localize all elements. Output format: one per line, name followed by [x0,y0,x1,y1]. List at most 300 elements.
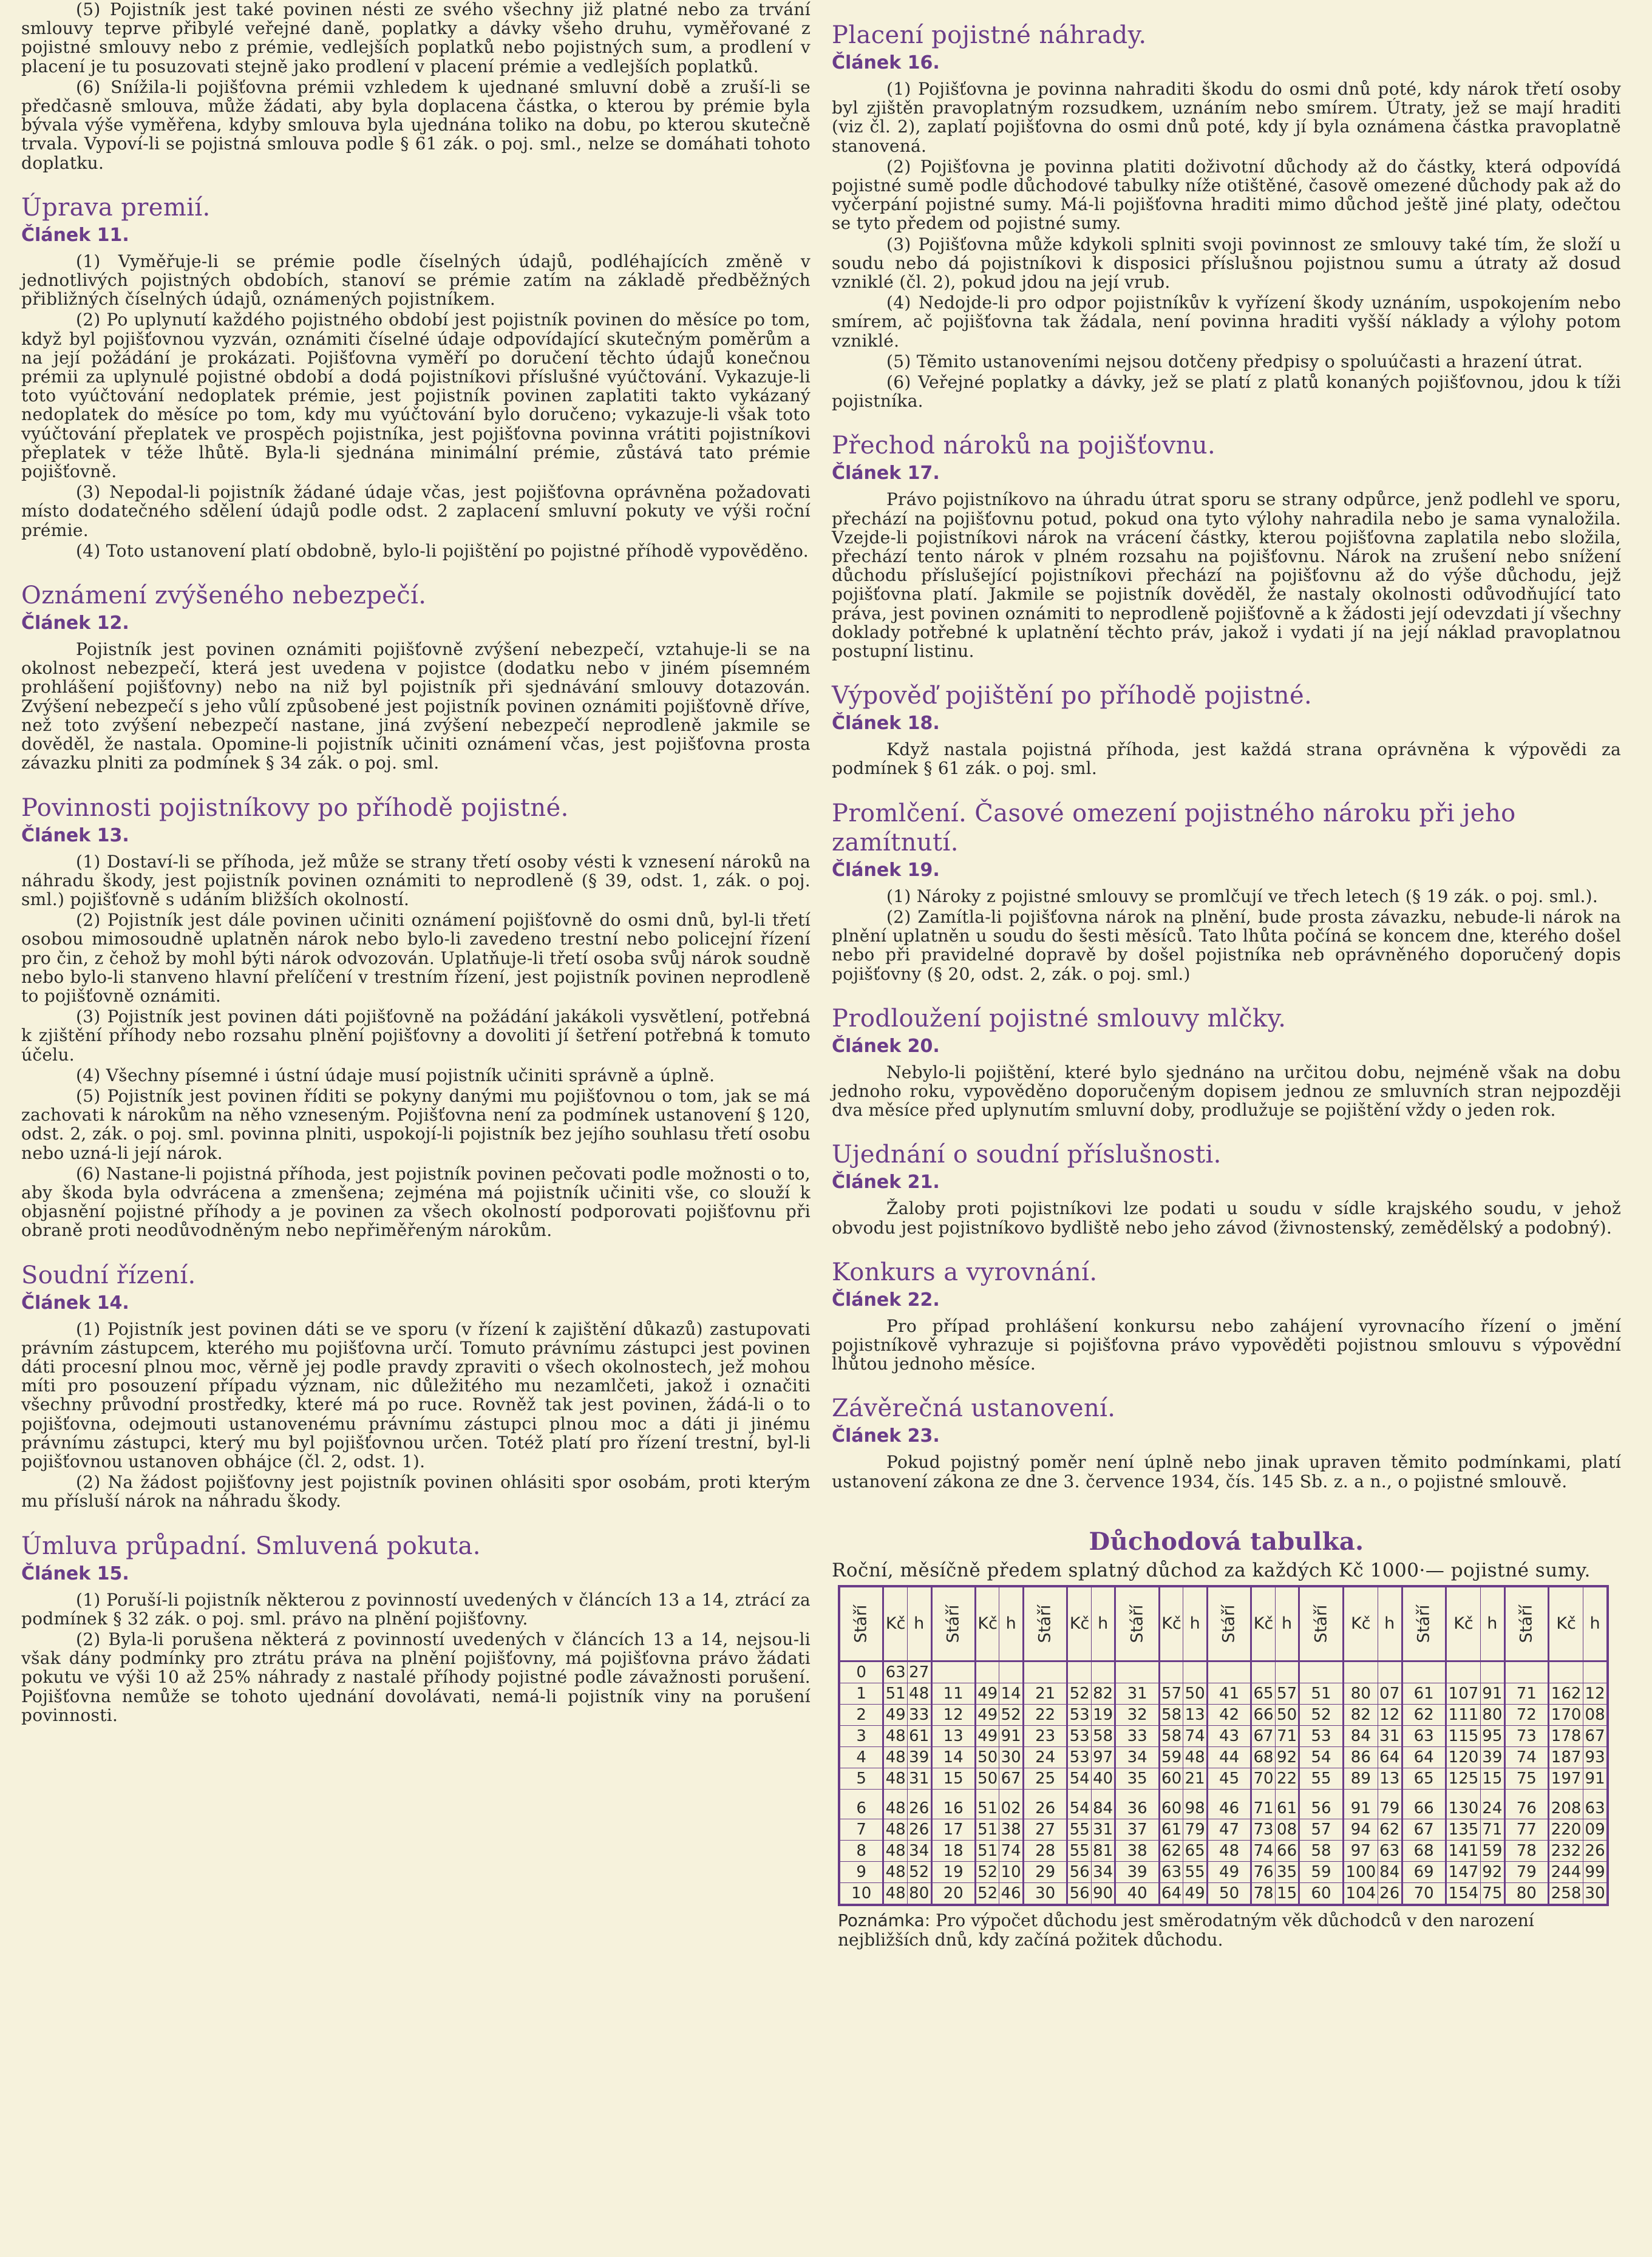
age-cell: 26 [1023,1789,1067,1819]
h-cell: 61 [907,1725,931,1746]
h-header: h [1275,1586,1299,1661]
age-cell [1115,1661,1159,1683]
kc-cell: 178 [1549,1725,1583,1746]
kc-cell: 89 [1343,1768,1378,1789]
kc-cell: 56 [1067,1882,1092,1905]
kc-cell: 104 [1343,1882,1378,1905]
paragraph: (1) Poruší-li pojistník některou z povinností uvedených v článcích 13 a 14, ztrácí za podmínek § 32 zák. o poj. sml. právo na plnění pojišťovny. [21,1589,811,1629]
kc-cell: 84 [1343,1725,1378,1746]
kc-cell [1159,1661,1183,1683]
section-title: Výpověď pojištění po příhodě pojistné. [832,682,1313,710]
h-cell: 50 [1275,1704,1299,1725]
h-cell [1275,1661,1299,1683]
kc-cell: 91 [1343,1789,1378,1819]
age-header-text: Stáří [1127,1604,1147,1643]
right-text [832,21,1621,1491]
paragraph: (4) Všechny písemné i ústní údaje musí pojistník učiniti správně a úplně. [76,1065,715,1085]
kc-cell: 58 [1159,1725,1183,1746]
kc-cell [1549,1661,1583,1683]
age-cell: 55 [1299,1768,1343,1789]
h-cell: 26 [1378,1882,1402,1905]
table-note [838,1911,1621,1950]
h-cell: 98 [1183,1789,1208,1819]
h-cell: 12 [1378,1704,1402,1725]
kc-cell: 125 [1446,1768,1480,1789]
h-cell: 80 [1481,1704,1505,1725]
h-cell: 26 [907,1819,931,1840]
age-header [1299,1586,1343,1661]
kc-cell: 107 [1446,1683,1480,1704]
age-cell: 51 [1299,1683,1343,1704]
h-cell: 93 [1583,1746,1608,1768]
kc-cell: 115 [1446,1725,1480,1746]
kc-cell: 67 [1251,1725,1276,1746]
age-cell: 68 [1402,1840,1446,1861]
age-header [1023,1586,1067,1661]
article-label: Článek 18. [832,713,940,735]
kc-cell: 60 [1159,1789,1183,1819]
kc-cell: 232 [1549,1840,1583,1861]
paragraph: (6) Nastane-li pojistná příhoda, jest pojistník povinen pečovati podle možnosti o to, aby škoda byla odvrácena a zmenšena; zejména má pojistník učiniti vše, co slouží k objasnění pojistné příhody a je povinen za všech okolností podporovati pojišťovnu při obraně proti neodůvodněným nebo nepřiměřeným nárokům. [21,1163,811,1241]
kc-cell: 220 [1549,1819,1583,1840]
h-cell: 92 [1275,1746,1299,1768]
age-cell: 15 [931,1768,975,1789]
age-header [1115,1586,1159,1661]
kc-cell: 64 [1159,1882,1183,1905]
age-cell: 72 [1504,1704,1548,1725]
paragraph: Žaloby proti pojistníkovi lze podati u soudu v sídle krajského soudu, v jehož obvodu jest pojistníkovo bydliště nebo jeho závod (živnostenský, zemědělský a podobný). [832,1198,1621,1238]
kc-header: Kč [883,1586,908,1661]
age-cell: 45 [1207,1768,1251,1789]
h-cell: 07 [1378,1683,1402,1704]
h-cell: 91 [1583,1768,1608,1789]
kc-cell: 61 [1159,1819,1183,1840]
age-cell: 78 [1504,1840,1548,1861]
kc-cell: 52 [1067,1683,1092,1704]
h-cell: 58 [1091,1725,1115,1746]
h-cell: 91 [1481,1683,1505,1704]
kc-cell: 244 [1549,1861,1583,1882]
kc-cell: 59 [1159,1746,1183,1768]
age-cell: 19 [931,1861,975,1882]
age-cell: 75 [1504,1768,1548,1789]
h-cell: 15 [1275,1882,1299,1905]
kc-header: Kč [1446,1586,1480,1661]
h-cell: 10 [999,1861,1024,1882]
h-cell: 48 [1183,1746,1208,1768]
h-cell: 55 [1183,1861,1208,1882]
h-cell: 26 [1583,1840,1608,1861]
age-cell: 61 [1402,1683,1446,1704]
kc-cell: 130 [1446,1789,1480,1819]
kc-cell: 51 [883,1683,908,1704]
age-cell: 70 [1402,1882,1446,1905]
h-cell [1481,1661,1505,1683]
kc-cell [1446,1661,1480,1683]
h-cell: 95 [1481,1725,1505,1746]
h-cell: 31 [1091,1819,1115,1840]
age-cell: 20 [931,1882,975,1905]
h-cell [1183,1661,1208,1683]
kc-cell: 71 [1251,1789,1276,1819]
h-cell: 52 [999,1704,1024,1725]
kc-cell [1067,1661,1092,1683]
age-cell: 63 [1402,1725,1446,1746]
age-cell: 6 [839,1789,883,1819]
age-header-text: Stáří [1219,1604,1239,1643]
paragraph: (2) Na žádost pojišťovny jest pojistník povinen ohlásiti spor osobám, proti kterým mu přísluší nárok na náhradu škody. [21,1472,811,1512]
age-cell: 34 [1115,1746,1159,1768]
kc-cell: 97 [1343,1840,1378,1861]
age-header [931,1586,975,1661]
h-cell: 15 [1481,1768,1505,1789]
h-cell: 99 [1583,1861,1608,1882]
paragraph: (5) Těmito ustanoveními nejsou dotčeny předpisy o spoluúčasti a hrazení útrat. [886,351,1583,372]
age-cell: 8 [839,1840,883,1861]
table-row [839,1768,1608,1789]
h-cell: 65 [1183,1840,1208,1861]
age-header-text: Stáří [1311,1604,1331,1643]
kc-cell: 56 [1067,1861,1092,1882]
paragraph: Když nastala pojistná příhoda, jest každá strana oprávněna k výpovědi za podmínek § 61 zák. o poj. sml. [832,739,1621,779]
paragraph: (2) Zamítla-li pojišťovna nárok na plnění, bude prosta závazku, nebude-li nárok na plnění uplatněn u soudu do šesti měsíců. Tato lhůta počíná se koncem dne, kterého došel nebo při pravidelné dopravě by došel pojistníka neb oprávněného doporučený dopis pojišťovny (§ 20, odst. 2, zák. o poj. sml.) [832,906,1621,984]
section-title: Úmluva průpadní. Smluvená pokuta. [21,1532,481,1560]
age-header [839,1586,883,1661]
section-title: Přechod nároků na pojišťovnu. [832,432,1216,460]
article-label: Článek 12. [21,613,129,634]
h-cell: 50 [1183,1683,1208,1704]
paragraph: (3) Pojišťovna může kdykoli splniti svoji povinnost ze smlouvy také tím, že složí u soudu nebo dá pojistníkovi k disposici příslušnou pojistnou sumu a útraty až dosud vzniklé (čl. 2), pokud jdou na její vrub. [832,234,1621,293]
age-header [1402,1586,1446,1661]
paragraph: (1) Pojistník jest povinen dáti se ve sporu (v řízení k zajištění důkazů) zastupovati právním zástupcem, kterého mu pojišťovna určí. Tomuto právnímu zástupci jest povinen dáti procesní plnou moc, věrně jej podle pravdy zpraviti o všech okolnostech, jež mohou míti pro posouzení případu význam, nic důležitého mu nezamlčeti, jakož i označiti všechny průvodní prostředky, které má po ruce. Rovněž tak jest povinen, žádá-li o to pojišťovna, odejmouti ustanovenému právnímu zástupci plnou moc a dáti ji jinému právnímu zástupci, který mu byl pojišťovnou určen. Totéž platí pro řízení trestní, byl-li pojišťovnou ustanoven obhájce (čl. 2, odst. 1). [21,1319,811,1471]
age-cell: 22 [1023,1704,1067,1725]
age-cell: 56 [1299,1789,1343,1819]
kc-cell: 53 [1067,1725,1092,1746]
kc-cell: 54 [1067,1789,1092,1819]
age-cell: 74 [1504,1746,1548,1768]
age-cell [931,1661,975,1683]
kc-cell: 49 [883,1704,908,1725]
h-cell: 12 [1583,1683,1608,1704]
kc-cell: 48 [883,1789,908,1819]
paragraph: (5) Pojistník jest také povinen nésti ze svého všechny již platné nebo za trvání smlouvy teprve přibylé veřejné daně, poplatky a dávky všeho druhu, vyměřované z pojistné smlouvy nebo z prémie, vedlejších poplatků nebo pojistných sum, a prodlení v placení je tu posuzovati stejně jako prodlení v placení prémie a vedlejších poplatků. [21,0,811,76]
kc-cell: 73 [1251,1819,1276,1840]
age-cell: 39 [1115,1861,1159,1882]
h-cell: 08 [1275,1819,1299,1840]
h-cell: 71 [1275,1725,1299,1746]
paragraph: (6) Snížila-li pojišťovna prémii vzhledem k ujednané smluvní době a zruší-li se předčasně smlouva, může žádati, aby byla doplacena částka, o kterou by prémie byla bývala výše vyměřena, kdyby smlouva byla ujednána toliko na dobu, po kterou skutečně trvala. Vypoví-li se pojistná smlouva podle § 61 zák. o poj. sml., nelze se domáhati tohoto doplatku. [21,76,811,173]
h-cell: 31 [1378,1725,1402,1746]
kc-cell: 55 [1067,1819,1092,1840]
article-label: Článek 13. [21,824,129,846]
h-cell: 30 [999,1746,1024,1768]
age-cell: 11 [931,1683,975,1704]
age-cell: 64 [1402,1746,1446,1768]
h-cell: 90 [1091,1882,1115,1905]
kc-cell: 74 [1251,1840,1276,1861]
kc-cell: 86 [1343,1746,1378,1768]
paragraph: Pro případ prohlášení konkursu nebo zahájení vyrovnacího řízení o jmění pojistníkově vyhrazuje si pojišťovna právo vypověděti pojistnou smlouvu s výpovědní lhůtou jednoho měsíce. [832,1315,1621,1374]
h-header: h [1183,1586,1208,1661]
h-cell: 34 [907,1840,931,1861]
kc-cell: 258 [1549,1882,1583,1905]
kc-cell: 50 [975,1746,999,1768]
kc-cell: 100 [1343,1861,1378,1882]
h-cell: 49 [1183,1882,1208,1905]
age-cell: 12 [931,1704,975,1725]
kc-cell: 48 [883,1840,908,1861]
h-cell: 74 [1183,1725,1208,1746]
annuity-table-block [832,1527,1621,1950]
paragraph: (4) Nedojde-li pro odpor pojistníkův k vyřízení škody uznáním, uspokojením nebo smírem, ač pojišťovna tak žádala, není povinna hraditi vyšší náklady a výlohy potom vzniklé. [832,293,1621,351]
age-cell: 42 [1207,1704,1251,1725]
paragraph: (4) Toto ustanovení platí obdobně, bylo-li pojištění po pojistné příhodě vypověděno. [76,540,809,561]
table-subtitle: Roční, měsíčně předem splatný důchod za každých Kč 1000·— pojistné sumy. [832,1559,1591,1581]
kc-cell: 49 [975,1725,999,1746]
age-cell: 5 [839,1768,883,1789]
age-cell: 53 [1299,1725,1343,1746]
age-cell [1207,1661,1251,1683]
left-column [21,0,811,1726]
age-cell: 30 [1023,1882,1067,1905]
kc-cell: 154 [1446,1882,1480,1905]
section-title: Oznámení zvýšeného nebezpečí. [21,582,427,610]
paragraph: (2) Pojišťovna je povinna platiti doživotní důchody až do částky, která odpovídá pojistné sumě podle důchodové tabulky níže otištěné, časově omezené důchody pak až do vyčerpání pojistné sumy. Má-li pojišťovna hraditi mimo důchod ještě jiné platy, odečtou se tyto předem od pojistné sumy. [832,156,1621,234]
h-cell: 64 [1378,1746,1402,1768]
h-cell: 02 [999,1789,1024,1819]
article-label: Článek 15. [21,1563,129,1584]
paragraph: (3) Nepodal-li pojistník žádané údaje včas, jest pojišťovna oprávněna požadovati místo dodatečného sdělení údajů podle odst. 2 zaplacení smluvní pokuty ve výši roční prémie. [21,482,811,540]
right-column [832,0,1621,1950]
article-label: Článek 16. [832,52,940,73]
age-cell: 1 [839,1683,883,1704]
age-cell: 18 [931,1840,975,1861]
paragraph: (6) Veřejné poplatky a dávky, jež se platí z platů konaných pojišťovnou, jdou k tíži pojistníka. [832,372,1621,412]
kc-cell: 52 [975,1861,999,1882]
h-cell: 09 [1583,1819,1608,1840]
age-cell: 17 [931,1819,975,1840]
age-header-text: Stáří [1414,1604,1433,1643]
h-cell: 59 [1481,1840,1505,1861]
h-cell: 52 [907,1861,931,1882]
age-cell: 59 [1299,1861,1343,1882]
h-cell: 40 [1091,1768,1115,1789]
h-cell: 97 [1091,1746,1115,1768]
age-cell: 80 [1504,1882,1548,1905]
h-cell: 67 [1583,1725,1608,1746]
kc-cell: 63 [883,1661,908,1683]
h-cell: 39 [1481,1746,1505,1768]
section-title: Konkurs a vyrovnání. [832,1258,1098,1286]
age-cell: 65 [1402,1768,1446,1789]
kc-cell: 62 [1159,1840,1183,1861]
article-label: Článek 14. [21,1292,129,1314]
age-cell: 77 [1504,1819,1548,1840]
kc-cell: 51 [975,1819,999,1840]
kc-cell: 78 [1251,1882,1276,1905]
h-cell: 08 [1583,1704,1608,1725]
age-cell: 35 [1115,1768,1159,1789]
paragraph: (2) Pojistník jest dále povinen učiniti oznámení pojišťovně do osmi dnů, byl-li třetí osobou mimosoudně uplatněn nárok nebo bylo-li zavedeno trestní nebo policejní řízení pro čin, z čehož by mohl býti nárok odvozován. Uplatňuje-li třetí osoba svůj nárok soudně nebo bylo-li stanveno hlavní přelíčení v trestním řízení, jest pojistník povinen neprodleně to pojišťovně oznámiti. [21,910,811,1006]
table-row [839,1725,1608,1746]
kc-cell: 49 [975,1683,999,1704]
kc-cell: 50 [975,1768,999,1789]
table-row [839,1746,1608,1768]
age-cell: 23 [1023,1725,1067,1746]
kc-cell: 51 [975,1789,999,1819]
age-cell [1504,1661,1548,1683]
table-title: Důchodová tabulka. [1089,1527,1364,1556]
paragraph: (1) Pojišťovna je povinna nahraditi škodu do osmi dnů poté, kdy nárok třetí osoby byl zjištěn pravoplatným rozsudkem, uznáním nebo smírem. Útraty, jež se mají hraditi (viz čl. 2), zaplatí pojišťovna do osmi dnů poté, kdy jí byla oznámena částka pravoplatně stanovená. [832,79,1621,156]
kc-header: Kč [1067,1586,1092,1661]
table-row [839,1882,1608,1905]
kc-cell: 65 [1251,1683,1276,1704]
age-header-text: Stáří [943,1604,963,1643]
age-cell [1023,1661,1067,1683]
kc-cell: 48 [883,1746,908,1768]
kc-cell: 82 [1343,1704,1378,1725]
h-cell: 57 [1275,1683,1299,1704]
paragraph: (2) Po uplynutí každého pojistného období jest pojistník povinen do měsíce po tom, když byl pojišťovnou vyzván, oznámiti číselné údaje odpovídající skutečným poměrům a na její požádání je prokázati. Pojišťovna vyměří po doručení těchto údajů konečnou prémii za uplynulé pojistné období a dodá pojistníkovi příslušné vyúčtování. Vykazuje-li toto vyúčtování nedoplatek prémie, jest pojistník povinen zaplatiti takto vykázaný nedoplatek do měsíce po tom, kdy mu vyúčtování bylo doručeno; vykazuje-li však toto vyúčtování přeplatek ve prospěch pojistníka, jest pojišťovna povinna vrátiti pojistníkovi přeplatek v téže lhůtě. Byla-li sjednána minimální prémie, zůstává tato prémie pojišťovně. [21,310,811,482]
h-cell: 63 [1583,1789,1608,1819]
age-cell: 33 [1115,1725,1159,1746]
age-cell: 54 [1299,1746,1343,1768]
age-cell: 41 [1207,1683,1251,1704]
h-cell: 19 [1091,1704,1115,1725]
section-title: Úprava premií. [21,193,211,222]
table-row [839,1819,1608,1840]
h-header: h [1583,1586,1608,1661]
h-cell: 27 [907,1661,931,1683]
kc-cell: 68 [1251,1746,1276,1768]
kc-cell: 58 [1159,1704,1183,1725]
kc-cell: 48 [883,1819,908,1840]
age-cell: 48 [1207,1840,1251,1861]
age-cell: 29 [1023,1861,1067,1882]
h-cell: 39 [907,1746,931,1768]
h-cell: 48 [907,1683,931,1704]
age-cell: 38 [1115,1840,1159,1861]
age-cell: 73 [1504,1725,1548,1746]
kc-header: Kč [1549,1586,1583,1661]
h-cell: 91 [999,1725,1024,1746]
h-cell: 79 [1378,1789,1402,1819]
h-cell: 63 [1378,1840,1402,1861]
kc-cell: 48 [883,1725,908,1746]
age-cell: 9 [839,1861,883,1882]
kc-cell: 111 [1446,1704,1480,1725]
kc-cell: 53 [1067,1746,1092,1768]
kc-cell [975,1661,999,1683]
h-cell: 13 [1183,1704,1208,1725]
section-title: Promlčení. Časové omezení pojistného nároku při jeho zamítnutí. [832,799,1516,857]
age-cell: 32 [1115,1704,1159,1725]
age-cell: 10 [839,1882,883,1905]
age-cell: 0 [839,1661,883,1683]
age-cell: 31 [1115,1683,1159,1704]
h-cell: 80 [907,1882,931,1905]
h-cell: 84 [1378,1861,1402,1882]
age-cell: 62 [1402,1704,1446,1725]
kc-cell: 66 [1251,1704,1276,1725]
age-header-text: Stáří [851,1604,871,1643]
section-title: Prodloužení pojistné smlouvy mlčky. [832,1004,1287,1033]
age-cell: 7 [839,1819,883,1840]
article-label: Článek 21. [832,1172,940,1193]
age-cell: 67 [1402,1819,1446,1840]
h-cell [999,1661,1024,1683]
h-header: h [907,1586,931,1661]
age-cell: 49 [1207,1861,1251,1882]
h-cell: 33 [907,1704,931,1725]
kc-cell: 76 [1251,1861,1276,1882]
age-cell: 28 [1023,1840,1067,1861]
h-cell: 14 [999,1683,1024,1704]
h-cell: 61 [1275,1789,1299,1819]
age-cell: 36 [1115,1789,1159,1819]
kc-cell: 48 [883,1861,908,1882]
age-cell: 47 [1207,1819,1251,1840]
h-cell: 75 [1481,1882,1505,1905]
kc-cell: 55 [1067,1840,1092,1861]
h-cell: 82 [1091,1683,1115,1704]
h-cell: 84 [1091,1789,1115,1819]
table-row [839,1661,1608,1683]
kc-cell: 187 [1549,1746,1583,1768]
age-cell: 13 [931,1725,975,1746]
table-row [839,1789,1608,1819]
article-label: Článek 17. [832,463,940,484]
h-cell: 21 [1183,1768,1208,1789]
h-header: h [999,1586,1024,1661]
age-cell: 37 [1115,1819,1159,1840]
age-cell: 14 [931,1746,975,1768]
kc-cell: 60 [1159,1768,1183,1789]
age-cell: 3 [839,1725,883,1746]
annuity-table [838,1585,1609,1906]
h-cell [1583,1661,1608,1683]
h-cell: 31 [907,1768,931,1789]
age-cell: 57 [1299,1819,1343,1840]
h-cell: 22 [1275,1768,1299,1789]
paragraph: (3) Pojistník jest povinen dáti pojišťovně na požádání jakákoli vysvětlení, potřebná k zjištění příhody nebo rozsahu plnění pojišťovny a dovoliti jí šetření potřebná k tomuto účelu. [21,1006,811,1065]
table-row [839,1840,1608,1861]
age-cell: 16 [931,1789,975,1819]
age-cell: 46 [1207,1789,1251,1819]
kc-header: Kč [1343,1586,1378,1661]
age-cell: 50 [1207,1882,1251,1905]
paragraph: Pokud pojistný poměr není úplně nebo jinak upraven těmito podmínkami, platí ustanovení zákona ze dne 3. července 1934, čís. 145 Sb. z. a n., o pojistné smlouvě. [832,1452,1621,1492]
age-header-text: Stáří [1035,1604,1055,1643]
kc-cell: 147 [1446,1861,1480,1882]
h-cell [1091,1661,1115,1683]
age-header-text: Stáří [1517,1604,1536,1643]
article-label: Článek 11. [21,224,129,246]
paragraph: Právo pojistníkovo na úhradu útrat sporu se strany odpůrce, jenž podlehl ve sporu, přechází na pojišťovnu potud, pokud ona tyto výlohy nahradila nebo je sama vynaložila. Vzejde-li pojistníkovi nárok na vrácení částky, kterou pojišťovna zaplatila nebo složila, přechází tento nárok v plném rozsahu na pojišťovnu. Nárok na zrušení nebo snížení důchodu příslušející pojistníkovi přechází na pojišťovnu až do výše důchodu, jejž pojišťovna platí. Jakmile se pojistník dověděl, že nastaly okolnosti odůvodňující tato práva, jest povinen oznámiti to neprodleně pojišťovně a k žádosti její odevzdati jí všechny doklady potřebné k uplatnění těchto práv, jakož i vydati jí na její náklad pravoplatnou postupní listinu. [832,489,1621,662]
section-title: Povinnosti pojistníkovy po příhodě pojistné. [21,793,569,822]
section-title: Soudní řízení. [21,1261,196,1289]
kc-header: Kč [975,1586,999,1661]
kc-cell: 57 [1159,1683,1183,1704]
h-cell: 46 [999,1882,1024,1905]
h-cell: 74 [999,1840,1024,1861]
paragraph: (5) Pojistník jest povinen říditi se pokyny danými mu pojišťovnou o tom, jak se má zachovati k nárokům na něho vzneseným. Pojišťovna není za podmínek ustanovení § 120, odst. 2, zák. o poj. sml. povinna plniti, uspokojí-li pojistník bez jejího souhlasu třetí osobu nebo uzná-li její nárok. [21,1085,811,1163]
age-cell: 79 [1504,1861,1548,1882]
age-cell: 76 [1504,1789,1548,1819]
paragraph: (1) Dostaví-li se příhoda, jež může se strany třetí osoby vésti k vznesení nároků na náhradu škody, jest pojistník povinen oznámiti to neprodleně (§ 39, odst. 1, zák. o poj. sml.) pojišťovně s udáním bližších okolností. [21,851,811,909]
age-cell: 4 [839,1746,883,1768]
age-cell: 66 [1402,1789,1446,1819]
